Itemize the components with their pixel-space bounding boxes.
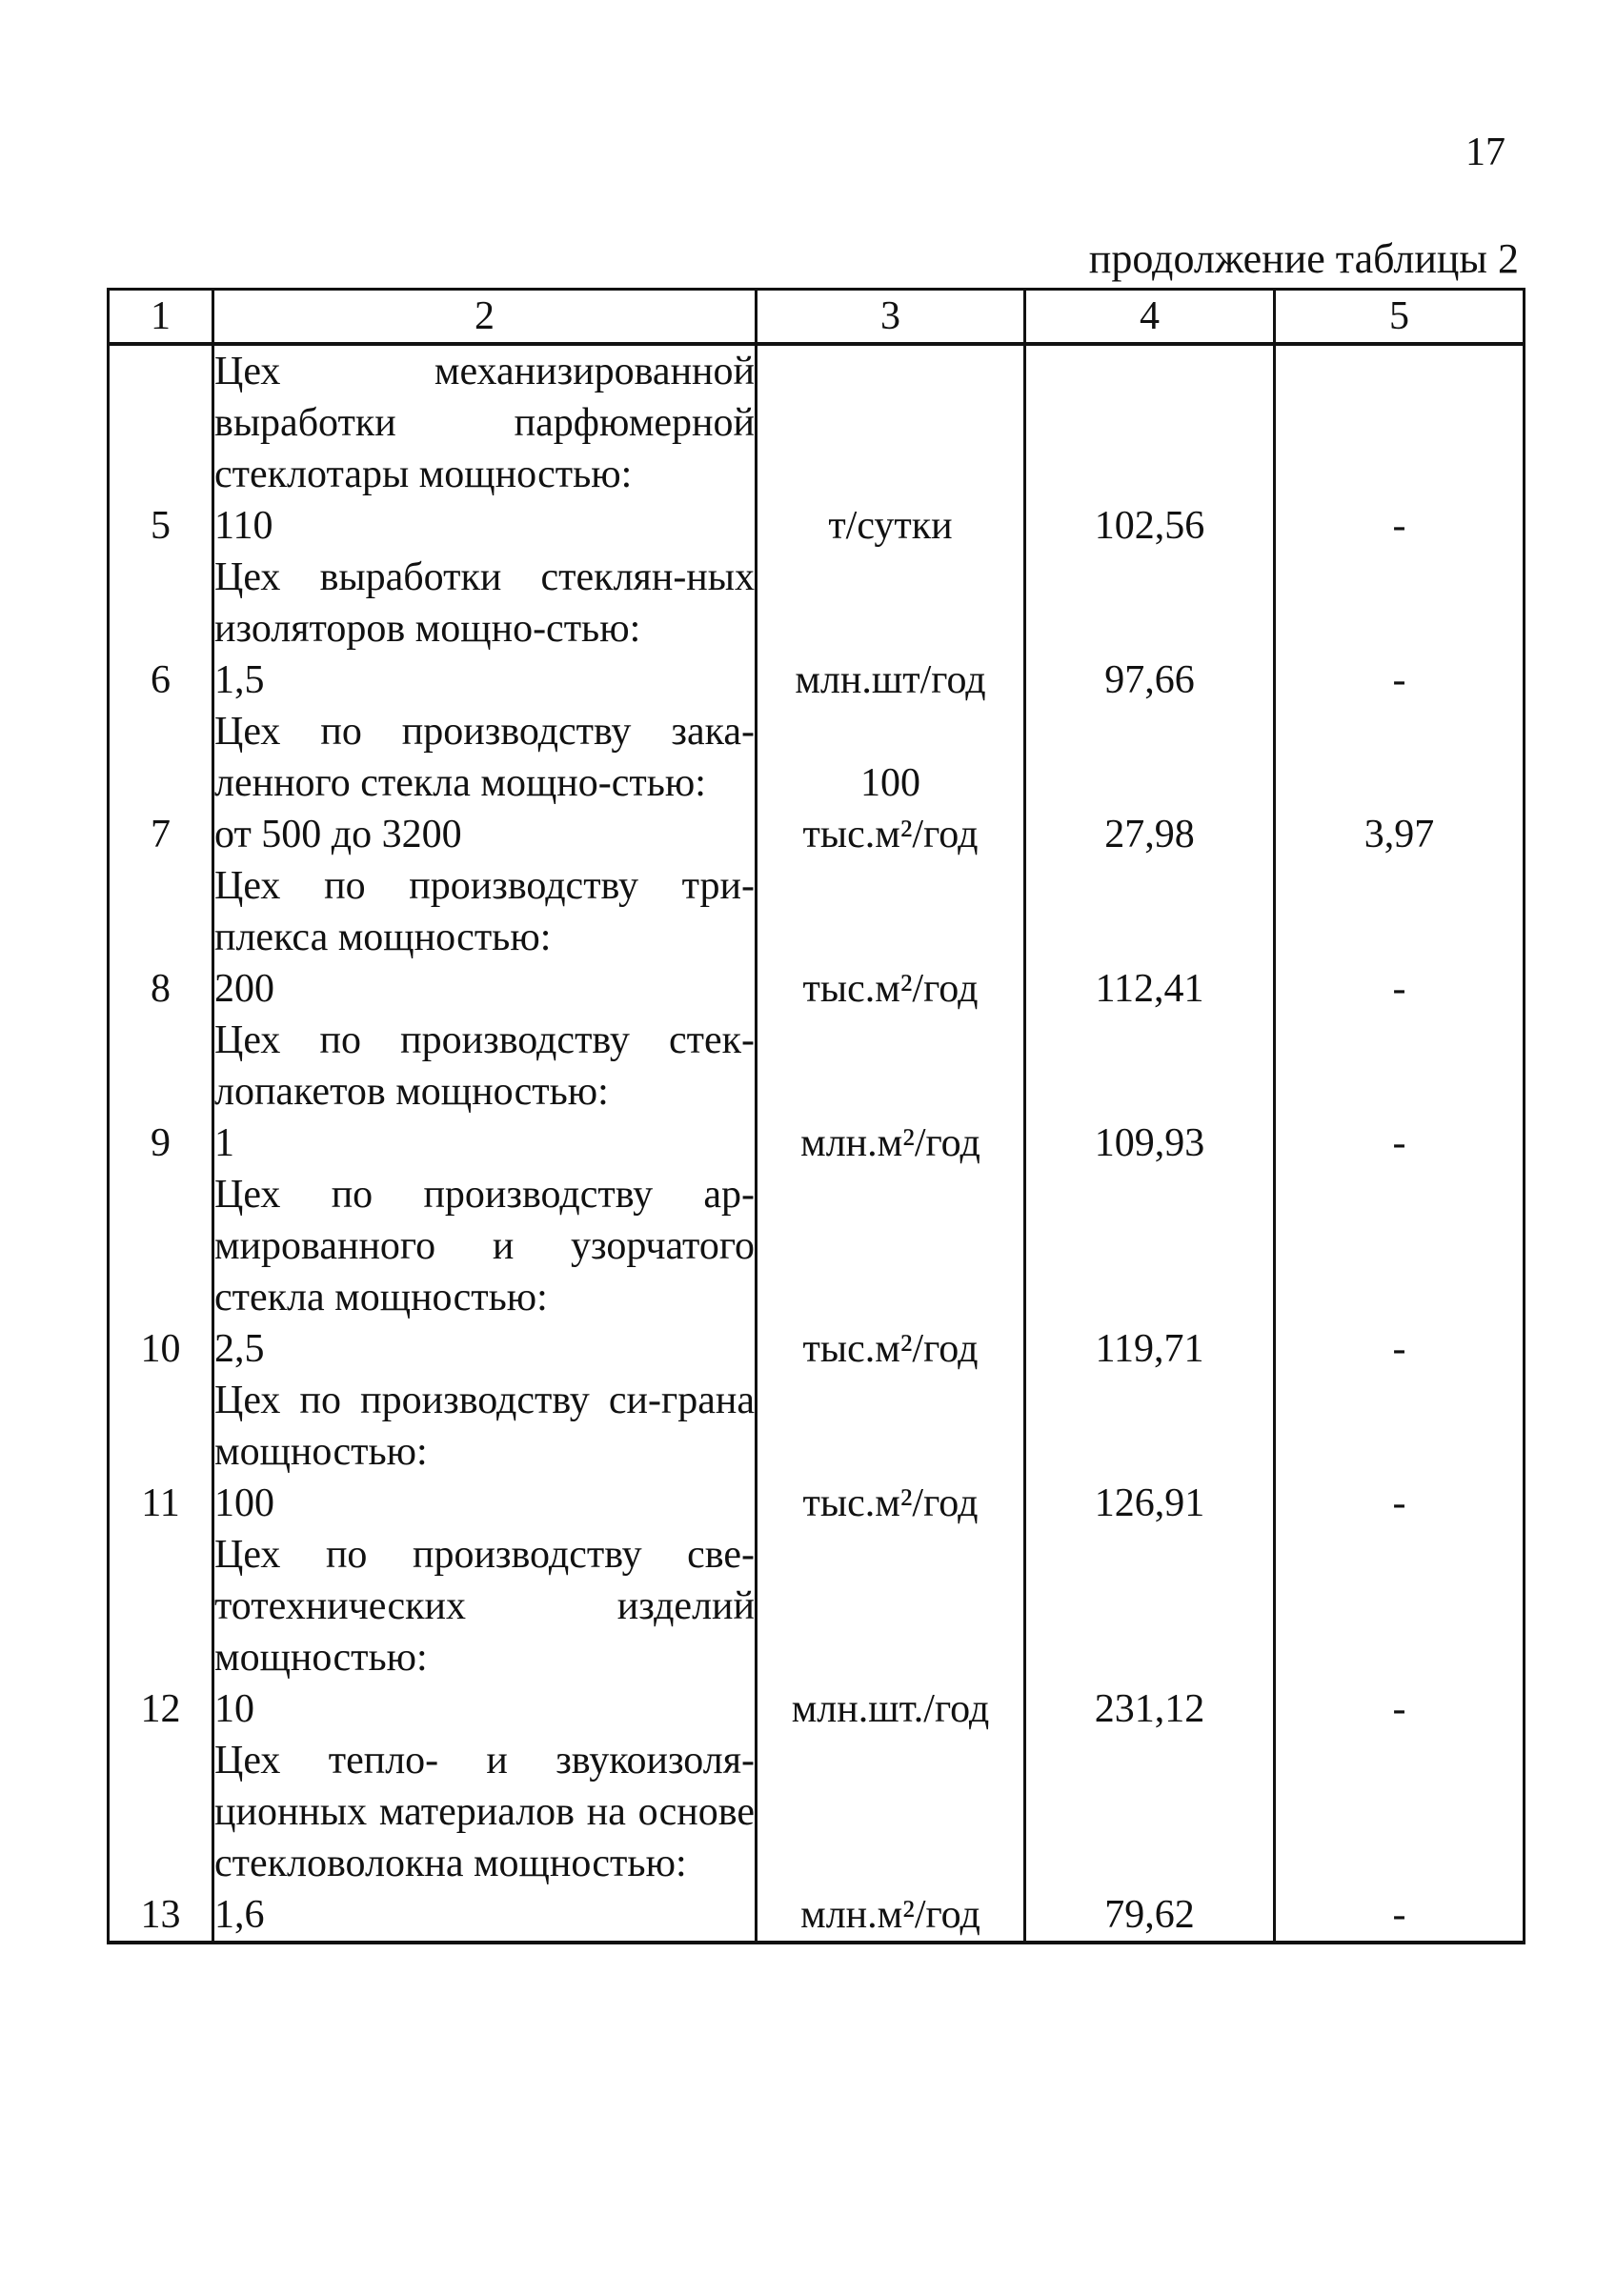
data-table — [107, 288, 1525, 1944]
cost-value: 231,12 — [1025, 1529, 1275, 1735]
extra-value: - — [1275, 344, 1525, 552]
extra-value: - — [1275, 552, 1525, 706]
table-row — [109, 1735, 1525, 1943]
column-header: 4 — [1025, 290, 1275, 345]
cost-value: 97,66 — [1025, 552, 1275, 706]
workshop-capacity: 2,5 — [214, 1327, 265, 1371]
table-row — [109, 344, 1525, 552]
row-number: 10 — [109, 1169, 213, 1375]
extra-value: - — [1275, 1529, 1525, 1735]
cost-value: 102,56 — [1025, 344, 1275, 552]
table-body — [109, 344, 1525, 1943]
workshop-cell — [213, 1015, 757, 1169]
workshop-description: Цех по производству зака-ленного стекла мощно-стью: — [214, 710, 755, 805]
cost-value: 126,91 — [1025, 1375, 1275, 1529]
row-number: 6 — [109, 552, 213, 706]
workshop-capacity: 100 — [214, 1481, 274, 1525]
workshop-description: Цех по производству све-тотехнических изделий мощностью: — [214, 1533, 755, 1680]
unit-value: т/сутки — [828, 504, 953, 548]
workshop-cell — [213, 1375, 757, 1529]
unit-cell — [757, 860, 1025, 1015]
workshop-capacity: от 500 до 3200 — [214, 813, 462, 856]
workshop-capacity: 10 — [214, 1687, 254, 1731]
workshop-description: Цех по производству ар-мированного и узорчатого стекла мощностью: — [214, 1173, 755, 1319]
unit-cell — [757, 1735, 1025, 1943]
column-header: 1 — [109, 290, 213, 345]
extra-value: - — [1275, 1169, 1525, 1375]
row-number: 7 — [109, 706, 213, 860]
workshop-cell — [213, 344, 757, 552]
extra-value: - — [1275, 860, 1525, 1015]
workshop-cell — [213, 552, 757, 706]
workshop-capacity: 110 — [214, 504, 273, 548]
column-header: 3 — [757, 290, 1025, 345]
unit-cell — [757, 1529, 1025, 1735]
unit-cell — [757, 1169, 1025, 1375]
unit-value: тыс.м²/год — [802, 1481, 979, 1525]
cost-value: 119,71 — [1025, 1169, 1275, 1375]
workshop-capacity: 1,6 — [214, 1893, 265, 1937]
extra-value: - — [1275, 1015, 1525, 1169]
row-number: 9 — [109, 1015, 213, 1169]
unit-value: млн.шт/год — [795, 658, 986, 702]
table-caption: продолжение таблицы 2 — [1088, 235, 1519, 282]
extra-value: - — [1275, 1735, 1525, 1943]
unit-cell — [757, 344, 1025, 552]
workshop-description: Цех по производству стек-лопакетов мощностью: — [214, 1018, 755, 1114]
column-header: 2 — [213, 290, 757, 345]
unit-value: млн.м²/год — [800, 1893, 980, 1937]
column-header: 5 — [1275, 290, 1525, 345]
unit-value: млн.шт./год — [791, 1687, 990, 1731]
row-number: 5 — [109, 344, 213, 552]
workshop-description: Цех по производству си-грана мощностью: — [214, 1379, 755, 1474]
unit-cell — [757, 552, 1025, 706]
extra-value: - — [1275, 1375, 1525, 1529]
workshop-cell — [213, 1169, 757, 1375]
cost-value: 112,41 — [1025, 860, 1275, 1015]
table-row — [109, 860, 1525, 1015]
workshop-capacity: 1,5 — [214, 658, 265, 702]
table-row — [109, 1169, 1525, 1375]
unit-cell — [757, 1015, 1025, 1169]
unit-cell — [757, 706, 1025, 860]
unit-value: млн.м²/год — [800, 1121, 980, 1165]
row-number: 12 — [109, 1529, 213, 1735]
table-row — [109, 1375, 1525, 1529]
workshop-description: Цех механизированной выработки парфюмерной стеклотары мощностью: — [214, 350, 755, 496]
workshop-description: Цех тепло- и звукоизоля-ционных материалов на основе стекловолокна мощностью: — [214, 1739, 755, 1885]
unit-prefix: 100 — [860, 761, 920, 805]
cost-value: 79,62 — [1025, 1735, 1275, 1943]
table-row — [109, 1015, 1525, 1169]
workshop-cell — [213, 860, 757, 1015]
extra-value: 3,97 — [1275, 706, 1525, 860]
table-row — [109, 552, 1525, 706]
table-row — [109, 706, 1525, 860]
unit-value: тыс.м²/год — [802, 813, 979, 856]
workshop-cell — [213, 1735, 757, 1943]
unit-cell — [757, 1375, 1025, 1529]
row-number: 13 — [109, 1735, 213, 1943]
unit-value: тыс.м²/год — [802, 1327, 979, 1371]
workshop-cell — [213, 1529, 757, 1735]
workshop-capacity: 1 — [214, 1121, 234, 1165]
row-number: 8 — [109, 860, 213, 1015]
page-number: 17 — [1465, 131, 1505, 174]
unit-value: тыс.м²/год — [802, 967, 979, 1011]
workshop-description: Цех по производству три-плекса мощностью: — [214, 864, 755, 959]
workshop-description: Цех выработки стеклян-ных изоляторов мощно-стью: — [214, 555, 755, 651]
table-row — [109, 1529, 1525, 1735]
workshop-cell — [213, 706, 757, 860]
row-number: 11 — [109, 1375, 213, 1529]
workshop-capacity: 200 — [214, 967, 274, 1011]
cost-value: 27,98 — [1025, 706, 1275, 860]
cost-value: 109,93 — [1025, 1015, 1275, 1169]
header-row — [109, 290, 1525, 345]
